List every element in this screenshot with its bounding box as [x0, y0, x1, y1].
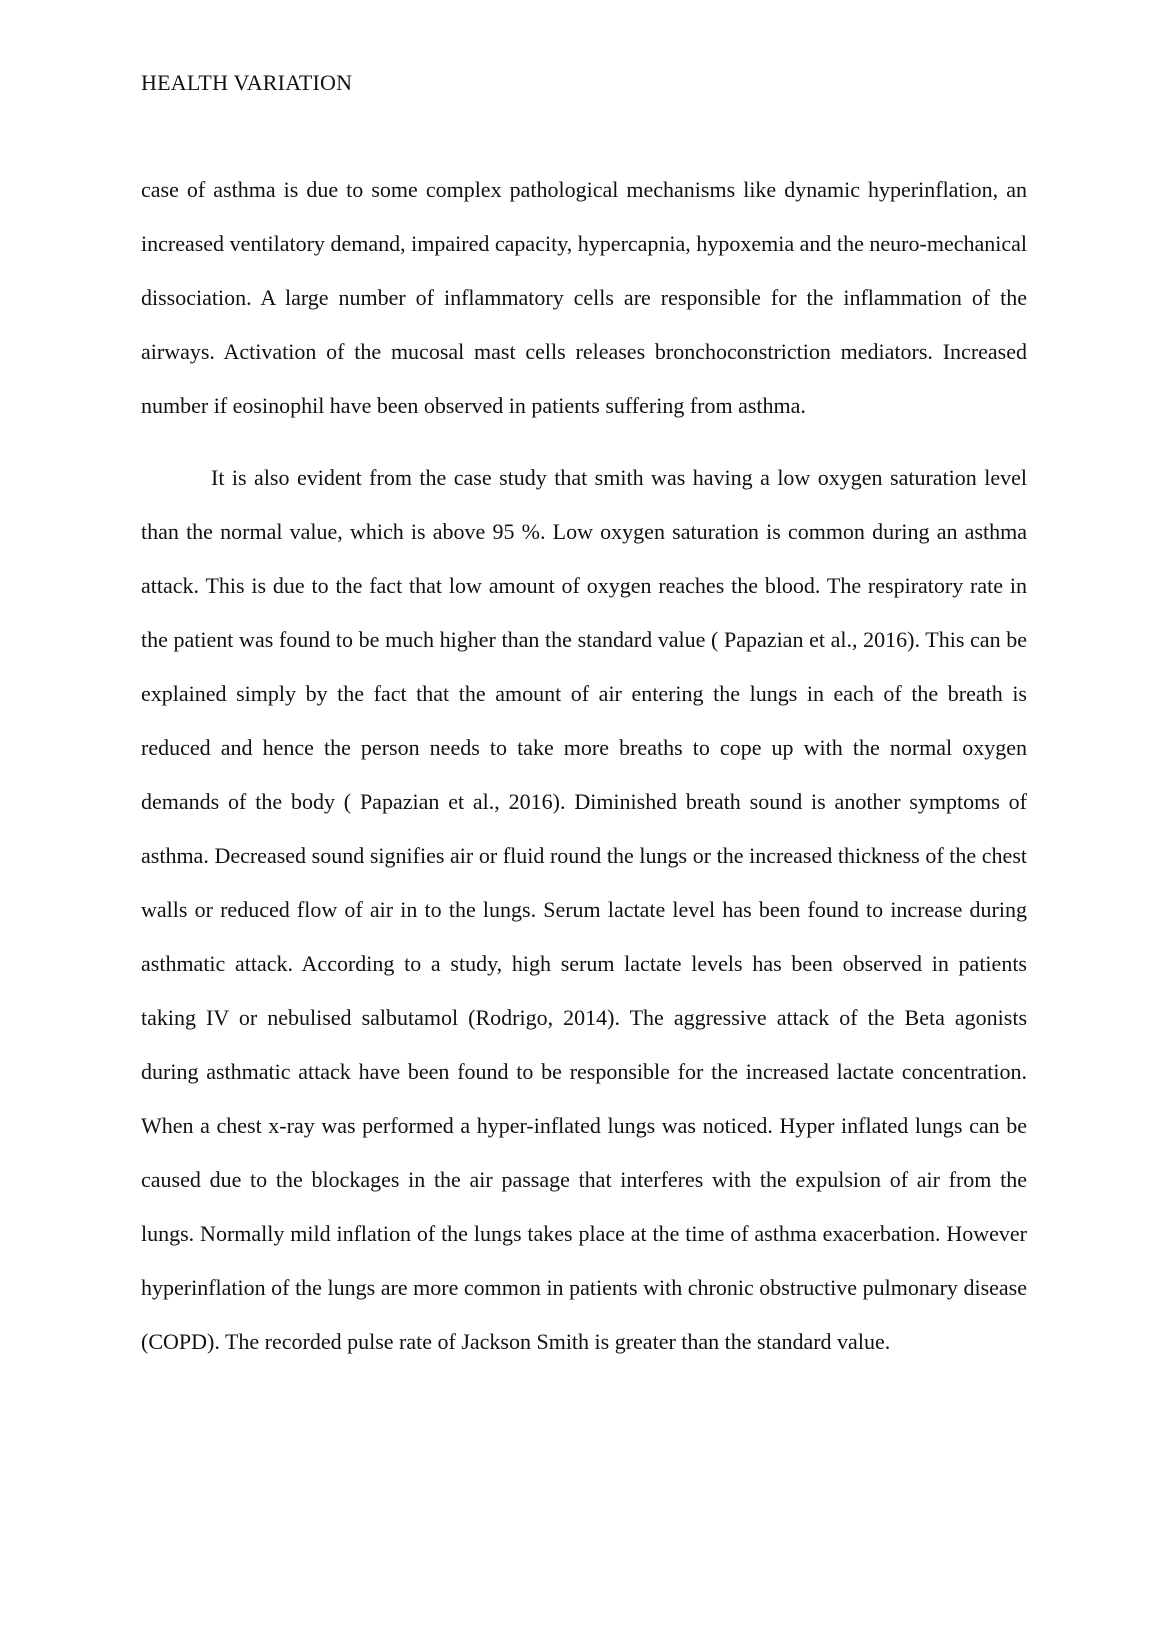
paragraph: It is also evident from the case study that smith was having a low oxygen saturation level than the normal value, which is above 95 %. Low oxygen saturation is common during an asthma attack. This is due to the fact that low amount of oxygen reaches the blood. The respiratory rate in the patient was found to be much higher than the standard value ( Papazian et al., 2016). This can be explained simply by the fact that the amount of air entering the lungs in each of the breath is reduced and hence the person needs to take more breaths to cope up with the normal oxygen demands of the body ( Papazian et al., 2016). Diminished breath sound is another symptoms of asthma. Decreased sound signifies air or fluid round the lungs or the increased thickness of the chest walls or reduced flow of air in to the lungs. Serum lactate level has been found to increase during asthmatic attack. According to a study, high serum lactate levels has been observed in patients taking IV or nebulised salbutamol (Rodrigo, 2014). The aggressive attack of the Beta agonists during asthmatic attack have been found to be responsible for the increased lactate concentration. When a chest x-ray was performed a hyper-inflated lungs was noticed. Hyper inflated lungs can be caused due to the blockages in the air passage that interferes with the expulsion of air from the lungs. Normally mild inflation of the lungs takes place at the time of asthma exacerbation. However hyperinflation of the lungs are more common in patients with chronic obstructive pulmonary disease (COPD). The recorded pulse rate of Jackson Smith is greater than the standard value.: [141, 465, 1027, 1354]
body-text: [141, 163, 1027, 1369]
running-head: HEALTH VARIATION: [141, 70, 353, 95]
paragraph: case of asthma is due to some complex pathological mechanisms like dynamic hyperinflation, an increased ventilatory demand, impaired capacity, hypercapnia, hypoxemia and the neuro-mechanical dissociation. A large number of inflammatory cells are responsible for the inflammation of the airways. Activation of the mucosal mast cells releases bronchoconstriction mediators. Increased number if eosinophil have been observed in patients suffering from asthma.: [141, 177, 1027, 418]
